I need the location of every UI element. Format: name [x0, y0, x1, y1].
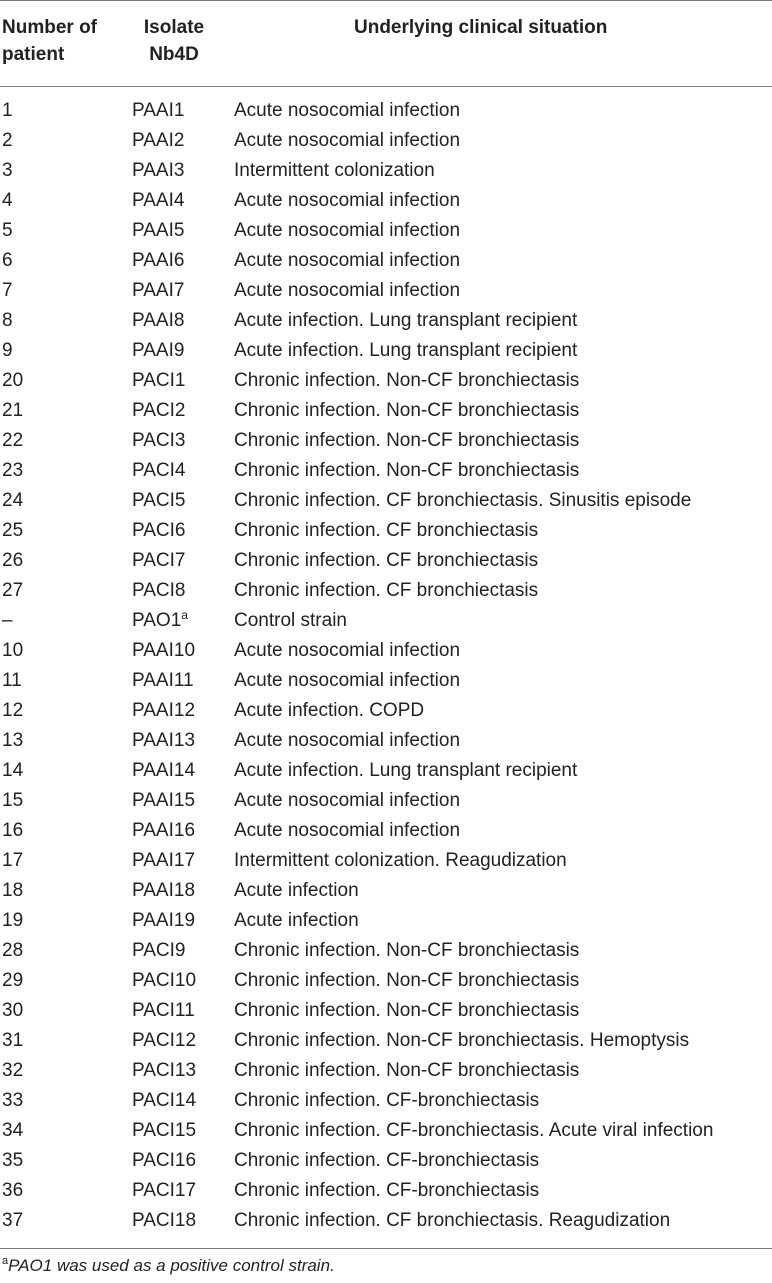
- cell-isolate: [132, 486, 186, 516]
- cell-patient-number: 4: [2, 190, 13, 211]
- cell-clinical-situation: Acute infection. Lung transplant recipient: [234, 760, 578, 781]
- table-row: [0, 816, 772, 846]
- cell-patient-number: 12: [2, 700, 24, 721]
- cell-isolate: [132, 996, 195, 1026]
- table-row: [0, 1086, 772, 1116]
- cell-isolate: [132, 246, 184, 276]
- header-underlying-clinical-situation: Underlying clinical situation: [354, 17, 608, 38]
- table-row: [0, 696, 772, 726]
- cell-clinical-situation: Acute nosocomial infection: [234, 130, 461, 151]
- table-header-rule: [0, 86, 772, 87]
- cell-isolate: [132, 966, 196, 996]
- cell-clinical-situation: Chronic infection. CF-bronchiectasis: [234, 1150, 540, 1171]
- isolate-name: PACI1: [132, 370, 186, 391]
- cell-isolate: [132, 96, 184, 126]
- cell-patient-number: –: [2, 610, 13, 631]
- cell-clinical-situation: Chronic infection. Non-CF bronchiectasis. Hemoptysis: [234, 1030, 690, 1051]
- table-row: [0, 186, 772, 216]
- cell-patient-number: 27: [2, 580, 24, 601]
- table-row: [0, 156, 772, 186]
- cell-clinical-situation: Chronic infection. CF bronchiectasis. Reagudization: [234, 1210, 671, 1231]
- isolate-name: PACI16: [132, 1150, 197, 1171]
- isolate-name: PAAI14: [132, 760, 196, 781]
- cell-clinical-situation: Acute nosocomial infection: [234, 190, 461, 211]
- isolate-name: PAAI19: [132, 910, 196, 931]
- table-row: [0, 336, 772, 366]
- cell-isolate: [132, 216, 184, 246]
- cell-isolate: [132, 336, 184, 366]
- cell-clinical-situation: Chronic infection. Non-CF bronchiectasis: [234, 940, 580, 961]
- table-row: [0, 396, 772, 426]
- isolate-name: PACI6: [132, 520, 186, 541]
- table-row: [0, 1206, 772, 1236]
- isolate-name: PAAI17: [132, 850, 196, 871]
- cell-patient-number: 14: [2, 760, 24, 781]
- table-row: [0, 996, 772, 1026]
- table-body: [0, 96, 772, 1236]
- cell-patient-number: 23: [2, 460, 24, 481]
- cell-patient-number: 9: [2, 340, 13, 361]
- cell-isolate: [132, 1026, 196, 1056]
- table-row: [0, 666, 772, 696]
- cell-clinical-situation: Intermittent colonization. Reagudization: [234, 850, 567, 871]
- cell-isolate: [132, 1116, 196, 1146]
- isolate-name: PAAI7: [132, 280, 185, 301]
- header-number-of-patient: Number of patient: [2, 17, 97, 65]
- cell-isolate: [132, 726, 195, 756]
- cell-isolate: [132, 846, 195, 876]
- table-row: [0, 216, 772, 246]
- table-footnote: [2, 1254, 335, 1278]
- isolate-name: PACI11: [132, 1000, 195, 1021]
- cell-isolate: [132, 666, 194, 696]
- table-row: [0, 546, 772, 576]
- isolate-name: PAAI12: [132, 700, 196, 721]
- cell-clinical-situation: Chronic infection. CF-bronchiectasis: [234, 1090, 540, 1111]
- cell-clinical-situation: Chronic infection. Non-CF bronchiectasis: [234, 1060, 580, 1081]
- table-row: [0, 126, 772, 156]
- cell-patient-number: 18: [2, 880, 24, 901]
- table-row: [0, 366, 772, 396]
- cell-isolate: [132, 1086, 196, 1116]
- isolate-name: PACI3: [132, 430, 186, 451]
- cell-isolate: [132, 276, 184, 306]
- cell-clinical-situation: Acute nosocomial infection: [234, 220, 461, 241]
- isolate-name: PACI17: [132, 1180, 197, 1201]
- cell-clinical-situation: Acute infection. Lung transplant recipient: [234, 310, 578, 331]
- cell-isolate: [132, 306, 184, 336]
- cell-isolate: [132, 876, 195, 906]
- cell-patient-number: 26: [2, 550, 24, 571]
- table-row: [0, 726, 772, 756]
- isolate-name: PACI7: [132, 550, 186, 571]
- isolate-name: PAAI2: [132, 130, 185, 151]
- cell-clinical-situation: Acute nosocomial infection: [234, 100, 461, 121]
- cell-patient-number: 31: [2, 1030, 24, 1051]
- cell-isolate: [132, 426, 186, 456]
- cell-patient-number: 34: [2, 1120, 24, 1141]
- cell-isolate: [132, 576, 186, 606]
- cell-patient-number: 7: [2, 280, 13, 301]
- cell-clinical-situation: Acute infection: [234, 880, 359, 901]
- cell-clinical-situation: Acute nosocomial infection: [234, 250, 461, 271]
- isolate-name: PAAI16: [132, 820, 196, 841]
- isolate-footnote-marker: a: [181, 608, 188, 622]
- cell-clinical-situation: Acute nosocomial infection: [234, 730, 461, 751]
- cell-isolate: [132, 906, 195, 936]
- table-row: [0, 1146, 772, 1176]
- cell-isolate: [132, 456, 186, 486]
- cell-isolate: [132, 396, 186, 426]
- table-row: [0, 1176, 772, 1206]
- cell-clinical-situation: Acute nosocomial infection: [234, 640, 461, 661]
- cell-patient-number: 29: [2, 970, 24, 991]
- table-row: [0, 936, 772, 966]
- cell-patient-number: 30: [2, 1000, 24, 1021]
- cell-isolate: [132, 1056, 196, 1086]
- cell-clinical-situation: Acute infection. COPD: [234, 700, 425, 721]
- cell-patient-number: 15: [2, 790, 24, 811]
- table-row: [0, 876, 772, 906]
- cell-patient-number: 32: [2, 1060, 24, 1081]
- table-row: [0, 486, 772, 516]
- cell-isolate: [132, 696, 195, 726]
- isolate-name: PAAI8: [132, 310, 185, 331]
- isolate-name: PAAI10: [132, 640, 196, 661]
- isolate-name: PACI2: [132, 400, 186, 421]
- isolate-name: PACI15: [132, 1120, 197, 1141]
- cell-clinical-situation: Chronic infection. CF-bronchiectasis: [234, 1180, 540, 1201]
- table-row: [0, 846, 772, 876]
- table-row: [0, 96, 772, 126]
- cell-patient-number: 22: [2, 430, 24, 451]
- cell-clinical-situation: Chronic infection. CF bronchiectasis: [234, 520, 539, 541]
- table-top-rule: [0, 0, 772, 1]
- table-row: [0, 426, 772, 456]
- table-row: [0, 636, 772, 666]
- table-row: [0, 456, 772, 486]
- cell-clinical-situation: Chronic infection. Non-CF bronchiectasis: [234, 970, 580, 991]
- isolate-name: PACI9: [132, 940, 186, 961]
- cell-patient-number: 16: [2, 820, 24, 841]
- cell-clinical-situation: Chronic infection. Non-CF bronchiectasis: [234, 430, 580, 451]
- cell-clinical-situation: Chronic infection. Non-CF bronchiectasis: [234, 1000, 580, 1021]
- isolate-name: PACI8: [132, 580, 186, 601]
- isolate-name: PACI13: [132, 1060, 197, 1081]
- cell-clinical-situation: Chronic infection. Non-CF bronchiectasis: [234, 370, 580, 391]
- cell-clinical-situation: Acute nosocomial infection: [234, 820, 461, 841]
- cell-isolate: [132, 366, 186, 396]
- isolate-name: PAAI3: [132, 160, 185, 181]
- cell-clinical-situation: Chronic infection. CF bronchiectasis. Sinusitis episode: [234, 490, 692, 511]
- isolate-name: PAAI11: [132, 670, 194, 691]
- cell-clinical-situation: Chronic infection. Non-CF bronchiectasis: [234, 460, 580, 481]
- isolate-name: PAAI18: [132, 880, 196, 901]
- cell-isolate: [132, 1146, 196, 1176]
- isolate-name: PACI5: [132, 490, 186, 511]
- cell-patient-number: 19: [2, 910, 24, 931]
- cell-clinical-situation: Chronic infection. CF-bronchiectasis. Acute viral infection: [234, 1120, 714, 1141]
- table-row: [0, 576, 772, 606]
- cell-patient-number: 28: [2, 940, 24, 961]
- table-row: [0, 516, 772, 546]
- cell-patient-number: 17: [2, 850, 24, 871]
- cell-patient-number: 13: [2, 730, 24, 751]
- cell-patient-number: 8: [2, 310, 13, 331]
- table-bottom-rule: [0, 1248, 772, 1249]
- isolate-name: PAO1: [132, 610, 182, 631]
- cell-isolate: [132, 546, 186, 576]
- table-row: [0, 1026, 772, 1056]
- cell-patient-number: 6: [2, 250, 13, 271]
- isolate-name: PAAI4: [132, 190, 185, 211]
- isolate-name: PAAI6: [132, 250, 185, 271]
- cell-isolate: [132, 606, 188, 636]
- cell-isolate: [132, 186, 184, 216]
- cell-clinical-situation: Acute nosocomial infection: [234, 790, 461, 811]
- table-row: [0, 606, 772, 636]
- cell-patient-number: 36: [2, 1180, 24, 1201]
- cell-isolate: [132, 126, 184, 156]
- table-row: [0, 246, 772, 276]
- cell-clinical-situation: Acute infection. Lung transplant recipient: [234, 340, 578, 361]
- cell-isolate: [132, 816, 195, 846]
- cell-clinical-situation: Acute infection: [234, 910, 359, 931]
- isolate-name: PACI14: [132, 1090, 197, 1111]
- cell-isolate: [132, 756, 195, 786]
- footnote-text: PAO1 was used as a positive control strain.: [8, 1256, 335, 1275]
- isolate-name: PACI4: [132, 460, 186, 481]
- cell-clinical-situation: Chronic infection. Non-CF bronchiectasis: [234, 400, 580, 421]
- cell-clinical-situation: Intermittent colonization: [234, 160, 435, 181]
- cell-patient-number: 1: [2, 100, 13, 121]
- cell-patient-number: 33: [2, 1090, 24, 1111]
- cell-isolate: [132, 636, 195, 666]
- table-row: [0, 756, 772, 786]
- cell-patient-number: 10: [2, 640, 24, 661]
- cell-patient-number: 2: [2, 130, 13, 151]
- cell-isolate: [132, 786, 195, 816]
- isolate-name: PACI10: [132, 970, 197, 991]
- cell-patient-number: 21: [2, 400, 24, 421]
- isolate-name: PAAI1: [132, 100, 185, 121]
- cell-isolate: [132, 1176, 196, 1206]
- cell-patient-number: 35: [2, 1150, 24, 1171]
- table-row: [0, 306, 772, 336]
- cell-clinical-situation: Chronic infection. CF bronchiectasis: [234, 550, 539, 571]
- header-isolate: Isolate Nb4D: [143, 17, 205, 65]
- isolate-name: PAAI9: [132, 340, 185, 361]
- table-row: [0, 786, 772, 816]
- cell-clinical-situation: Control strain: [234, 610, 347, 631]
- table-row: [0, 966, 772, 996]
- cell-patient-number: 25: [2, 520, 24, 541]
- isolate-name: PACI12: [132, 1030, 197, 1051]
- cell-patient-number: 20: [2, 370, 24, 391]
- cell-isolate: [132, 516, 186, 546]
- cell-clinical-situation: Acute nosocomial infection: [234, 280, 461, 301]
- table-row: [0, 1056, 772, 1086]
- isolate-name: PAAI15: [132, 790, 196, 811]
- table-row: [0, 906, 772, 936]
- cell-isolate: [132, 1206, 196, 1236]
- table-row: [0, 276, 772, 306]
- cell-clinical-situation: Chronic infection. CF bronchiectasis: [234, 580, 539, 601]
- isolate-name: PAAI5: [132, 220, 185, 241]
- table-row: [0, 1116, 772, 1146]
- isolate-name: PAAI13: [132, 730, 196, 751]
- cell-patient-number: 3: [2, 160, 13, 181]
- isolate-name: PACI18: [132, 1210, 197, 1231]
- footnote-marker: a: [2, 1255, 9, 1267]
- cell-clinical-situation: Acute nosocomial infection: [234, 670, 461, 691]
- cell-patient-number: 37: [2, 1210, 24, 1231]
- cell-patient-number: 11: [2, 670, 22, 691]
- cell-patient-number: 5: [2, 220, 13, 241]
- cell-isolate: [132, 936, 186, 966]
- cell-isolate: [132, 156, 184, 186]
- cell-patient-number: 24: [2, 490, 24, 511]
